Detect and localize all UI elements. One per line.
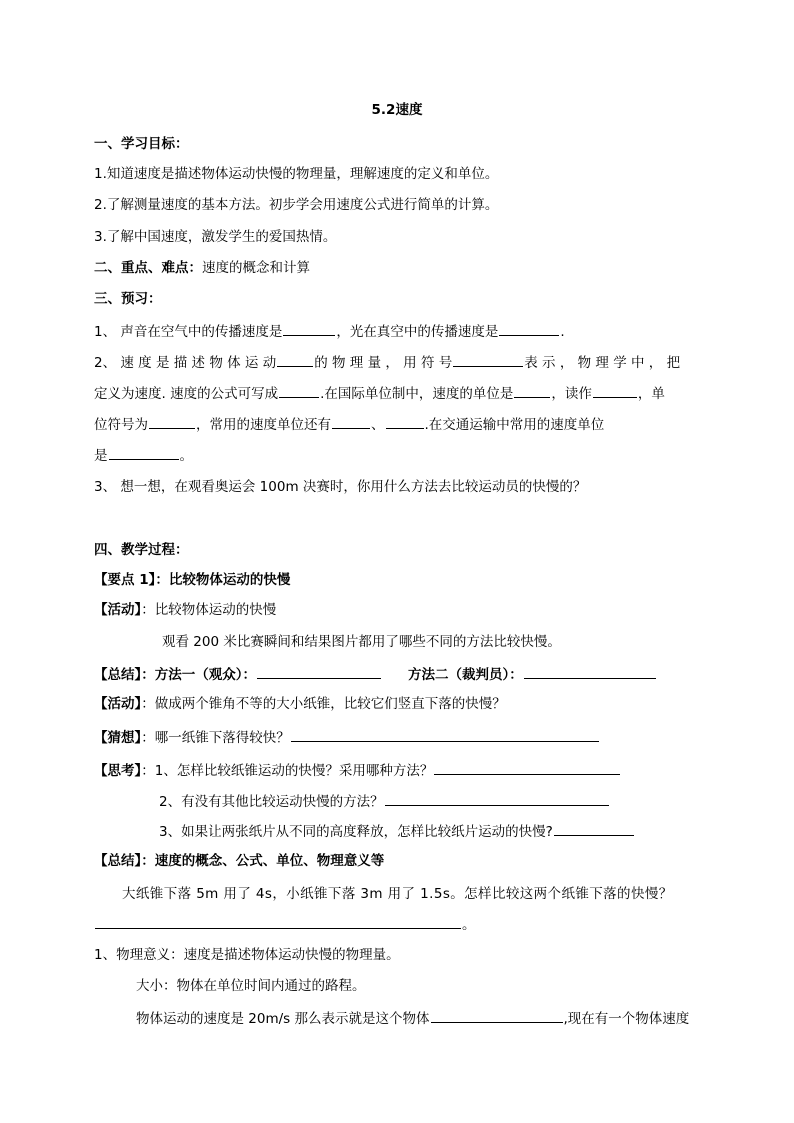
blank-symbol[interactable] (453, 352, 523, 367)
summary-1-text-b: 方法二（裁判员）： (408, 667, 523, 683)
activity-1-text: ：比较物体运动的快慢 (141, 602, 277, 618)
q2-l3-text-a: 位符号为 (94, 417, 148, 433)
preview-question-2-line-3 (94, 414, 700, 435)
activity-2-text: ：做成两个锥角不等的大小纸锥，比较它们竖直下落的快慢？ (141, 696, 506, 712)
example-question: 大纸锥下落 5m 用了 4s，小纸锥下落 3m 用了 1.5s。怎样比较这两个纸锥下落的快慢？ (122, 886, 673, 902)
blank-example-answer[interactable] (95, 914, 461, 929)
blank-method-1[interactable] (257, 664, 381, 679)
think-tag: 【思考】 (94, 763, 142, 779)
summary-1-line (94, 664, 700, 685)
q1-text-a: 1、 声音在空气中的传播速度是 (94, 324, 283, 340)
q2-l3-text-d: .在交通运输中常用的速度单位 (424, 417, 605, 433)
preview-question-2-line-2 (94, 383, 700, 404)
objective-item-2: 2.了解测量速度的基本方法。初步学会用速度公式进行简单的计算。 (94, 197, 499, 213)
q2-l2-text-a: 定义为速度. 速度的公式可写成 (94, 386, 279, 402)
blank-unit-symbol[interactable] (149, 414, 195, 429)
key-points-text: 速度的概念和计算 (202, 260, 310, 276)
preview-question-2-line-1 (94, 352, 700, 373)
blank-pronounce[interactable] (593, 383, 637, 398)
key-points-line (94, 258, 700, 278)
blank-motion[interactable] (277, 352, 313, 367)
q2-l1-text-b: 的 物 理 量 ， 用 符 号 (314, 355, 453, 371)
think-1-text: ：1、怎样比较纸锥运动的快慢？采用哪种方法？ (141, 763, 434, 779)
q2-l3-text-c: 、 (371, 417, 385, 433)
summary-1-text-a: ：方法一（观众）： (141, 667, 256, 683)
q2-l1-text-c: 表 示 ， 物 理 学 中 ， 把 (524, 355, 681, 371)
activity-1-sub: 观看 200 米比赛瞬间和结果图片都用了哪些不同的方法比较快慢。 (162, 634, 561, 650)
guess-text: ：哪一纸锥下落得较快？ (141, 730, 290, 746)
preview-question-3: 3、 想一想，在观看奥运会 100m 决赛时，你用什么方法去比较运动员的快慢的？ (94, 479, 587, 495)
point-1-text: ：比较物体运动的快慢 (155, 572, 291, 588)
section-heading-objectives: 一、学习目标： (94, 136, 189, 152)
blank-guess[interactable] (291, 727, 599, 742)
think-2-text: 2、有没有其他比较运动快慢的方法？ (159, 794, 384, 810)
point-1-tag: 【要点 1】 (94, 572, 156, 588)
blank-transport-unit[interactable] (109, 445, 179, 460)
q2-l4-text-b: 。 (179, 448, 193, 464)
physical-meaning: 1、物理意义：速度是描述物体运动快慢的物理量。 (94, 947, 400, 963)
objective-item-1: 1.知道速度是描述物体运动快慢的物理量，理解速度的定义和单位。 (94, 166, 499, 182)
blank-common-unit-2[interactable] (386, 414, 424, 429)
section-heading-teaching: 四、教学过程： (94, 542, 189, 558)
q1-text-c: . (560, 324, 565, 340)
think-line-2 (159, 791, 765, 812)
activity-1-tag: 【活动】 (94, 602, 142, 618)
q2-l1-text-a: 2、 速 度 是 描 述 物 体 运 动 (94, 355, 277, 371)
preview-question-1 (94, 321, 700, 342)
speed-text-a: 物体运动的速度是 20m/s 那么表示就是这个物体 (136, 1011, 430, 1027)
document-title: 5.2速度 (371, 102, 423, 118)
blank-speed-meaning[interactable] (431, 1008, 563, 1023)
activity-2-tag: 【活动】 (94, 696, 142, 712)
speed-text-b: ,现在有一个物体速度 (563, 1011, 690, 1027)
q2-l3-text-b: ，常用的速度单位还有 (196, 417, 331, 433)
section-heading-key-points: 二、重点、难点： (94, 260, 202, 276)
guess-line (94, 727, 700, 748)
objective-item-3: 3.了解中国速度，激发学生的爱国热情。 (94, 229, 337, 245)
speed-example-line (136, 1008, 700, 1029)
q2-l2-text-d: ，单 (637, 386, 665, 402)
think-line-3 (159, 821, 765, 842)
activity-1-line (94, 600, 700, 620)
blank-common-unit-1[interactable] (332, 414, 370, 429)
think-line-1 (94, 760, 700, 781)
point-1-line (94, 570, 700, 590)
blank-think-1[interactable] (434, 760, 620, 775)
section-heading-preview: 三、预习： (94, 291, 162, 307)
blank-formula[interactable] (279, 383, 319, 398)
blank-method-2[interactable] (524, 664, 656, 679)
blank-light-speed[interactable] (499, 321, 559, 336)
summary-1-tag: 【总结】 (94, 667, 142, 683)
example-end: 。 (462, 917, 476, 933)
think-3-text: 3、如果让两张纸片从不同的高度释放，怎样比较纸片运动的快慢? (159, 824, 553, 840)
q1-text-b: ，光在真空中的传播速度是 (336, 324, 499, 340)
summary-2-line (94, 851, 700, 871)
blank-si-unit[interactable] (514, 383, 550, 398)
size-definition: 大小：物体在单位时间内通过的路程。 (136, 978, 366, 994)
blank-think-2[interactable] (385, 791, 609, 806)
q2-l2-text-c: ，读作 (551, 386, 592, 402)
guess-tag: 【猜想】 (94, 730, 142, 746)
q2-l2-text-b: .在国际单位制中，速度的单位是 (320, 386, 514, 402)
blank-sound-speed[interactable] (283, 321, 335, 336)
summary-2-tag: 【总结】 (94, 853, 142, 869)
summary-2-text: ：速度的概念、公式、单位、物理意义等 (141, 853, 385, 869)
activity-2-line (94, 694, 700, 714)
blank-think-3[interactable] (554, 821, 634, 836)
preview-question-2-line-4 (94, 445, 700, 466)
q2-l4-text-a: 是 (94, 448, 108, 464)
example-answer-line (94, 914, 700, 935)
